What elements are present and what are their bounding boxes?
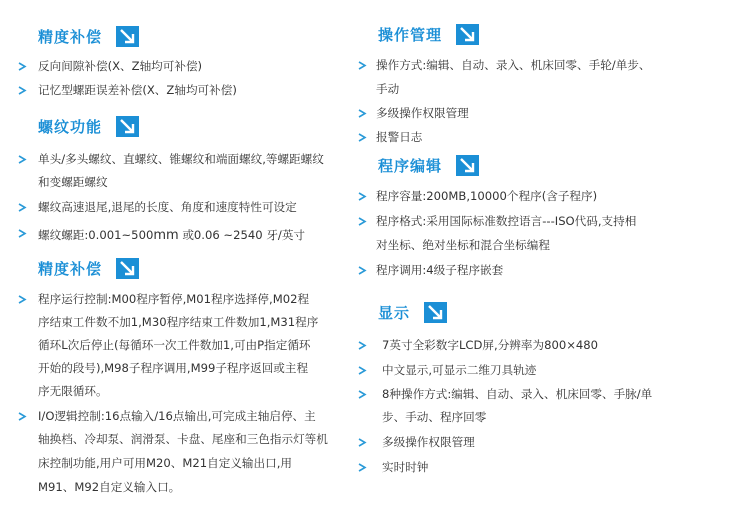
list-item: 单头/多头螺纹、直螺纹、锥螺纹和端面螺纹,等螺距螺纹	[38, 152, 324, 166]
list-item: 程序容量:200MB,10000个程序(含子程序)	[376, 189, 598, 203]
list-item-continuation: 循环L次后停止(每循环一次工件数加1,可由P指定循环	[38, 338, 311, 352]
chevron-right-icon	[358, 341, 367, 350]
chevron-right-icon	[358, 366, 367, 375]
list-item-continuation: 对坐标、绝对坐标和混合坐标编程	[376, 238, 550, 252]
chevron-right-icon	[18, 295, 27, 304]
section-title: 精度补偿	[38, 28, 103, 46]
list-item-continuation: 床控制功能,用户可用M20、M21自定义输出口,用	[38, 456, 292, 470]
chevron-right-icon	[18, 86, 27, 95]
arrow-down-right-icon	[116, 116, 139, 137]
pitch-unit: mm	[153, 228, 179, 243]
chevron-right-icon	[18, 62, 27, 71]
list-item-continuation: 轴换档、冷却泵、润滑泵、卡盘、尾座和三色指示灯等机	[38, 432, 328, 446]
chevron-right-icon	[358, 192, 367, 201]
list-item: 记忆型螺距误差补偿(X、Z轴均可补偿)	[38, 83, 237, 97]
arrow-down-right-icon	[116, 258, 139, 279]
arrow-down-right-icon	[116, 26, 139, 47]
chevron-right-icon	[18, 155, 27, 164]
section-title: 操作管理	[378, 26, 443, 44]
list-item-continuation: 序结束工件数不加1,M30程序结束工件数加1,M31程序	[38, 315, 319, 329]
list-item: 操作方式:编辑、自动、录入、机床回零、手轮/单步、	[376, 58, 651, 72]
arrow-down-right-icon	[456, 24, 479, 45]
list-item: 实时时钟	[382, 460, 429, 474]
section-heading-precision-2	[38, 258, 139, 279]
chevron-right-icon	[358, 61, 367, 70]
section-heading-program-edit	[378, 155, 479, 176]
pitch-suffix: 或0.06 ~2540 牙/英寸	[178, 228, 306, 242]
chevron-right-icon	[358, 109, 367, 118]
chevron-right-icon	[358, 438, 367, 447]
list-item: 程序运行控制:M00程序暂停,M01程序选择停,M02程	[38, 292, 310, 306]
list-item-thread-pitch	[38, 223, 305, 248]
list-item: 多级操作权限管理	[382, 435, 475, 449]
list-item: 多级操作权限管理	[376, 106, 469, 120]
list-item: I/O逻辑控制:16点输入/16点输出,可完成主轴启停、主	[38, 409, 316, 423]
section-heading-thread	[38, 116, 139, 137]
chevron-right-icon	[358, 463, 367, 472]
list-item-continuation: 序无限循环。	[38, 384, 108, 398]
arrow-down-right-icon	[424, 302, 447, 323]
list-item-continuation: 步、手动、程序回零	[382, 410, 487, 424]
chevron-right-icon	[358, 390, 367, 399]
list-item: 报警日志	[376, 130, 423, 144]
list-item-continuation: 开始的段号),M98子程序调用,M99子程序返回或主程	[38, 361, 309, 375]
chevron-right-icon	[18, 203, 27, 212]
section-title: 精度补偿	[38, 260, 103, 278]
list-item: 中文显示,可显示二维刀具轨迹	[382, 363, 537, 377]
list-item-continuation: 和变螺距螺纹	[38, 175, 108, 189]
chevron-right-icon	[358, 133, 367, 142]
chevron-right-icon	[358, 217, 367, 226]
section-title: 程序编辑	[378, 157, 443, 175]
list-item: 反向间隙补偿(X、Z轴均可补偿)	[38, 59, 203, 73]
section-heading-display	[378, 302, 447, 323]
section-title: 显示	[378, 304, 411, 322]
section-heading-precision-1	[38, 26, 139, 47]
arrow-down-right-icon	[456, 155, 479, 176]
pitch-prefix: 螺纹螺距:0.001~500	[38, 228, 154, 242]
section-heading-operation	[378, 24, 479, 45]
list-item: 程序格式:采用国际标准数控语言---ISO代码,支持相	[376, 214, 637, 228]
chevron-right-icon	[18, 412, 27, 421]
list-item: 程序调用:4级子程序嵌套	[376, 263, 504, 277]
list-item-continuation: 手动	[376, 82, 400, 96]
list-item: 7英寸全彩数字LCD屏,分辨率为800×480	[382, 338, 599, 352]
list-item: 螺纹高速退尾,退尾的长度、角度和速度特性可设定	[38, 200, 297, 214]
chevron-right-icon	[18, 229, 27, 238]
list-item: 8种操作方式:编辑、自动、录入、机床回零、手脉/单	[382, 387, 653, 401]
section-title: 螺纹功能	[38, 118, 103, 136]
chevron-right-icon	[358, 266, 367, 275]
list-item-continuation: M91、M92自定义输入口。	[38, 480, 181, 494]
